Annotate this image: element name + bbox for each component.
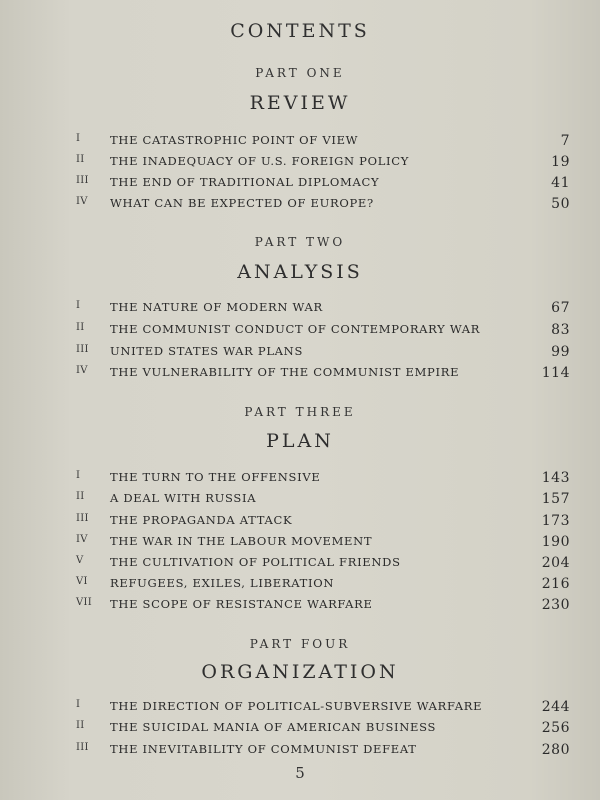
page-number: 157 [541, 491, 570, 507]
page-number: 204 [541, 555, 570, 571]
part-two-label: PART TWO [254, 235, 346, 249]
page-number: 143 [541, 470, 570, 486]
part-four-name: ORGANIZATION [201, 661, 399, 683]
chapter-number: I [76, 133, 81, 144]
page-number: 256 [541, 720, 570, 736]
page-number: 83 [551, 322, 570, 338]
part-four-label: PART FOUR [249, 637, 351, 651]
page-title: CONTENTS [230, 20, 370, 42]
toc-entry [0, 175, 600, 195]
toc-entry [0, 513, 600, 533]
chapter-title: THE INEVITABILITY OF COMMUNIST DEFEAT [110, 742, 417, 756]
page-number: 190 [541, 534, 570, 550]
part-three-label: PART THREE [244, 405, 356, 419]
page-number: 230 [541, 597, 570, 613]
chapter-title: THE INADEQUACY OF U.S. FOREIGN POLICY [110, 154, 410, 168]
toc-entry [0, 742, 600, 762]
chapter-number: II [76, 720, 85, 731]
chapter-title: THE NATURE OF MODERN WAR [110, 300, 323, 314]
page-number: 114 [541, 365, 570, 381]
folio-page-number: 5 [295, 764, 305, 782]
chapter-number: VII [76, 597, 93, 608]
page-number: 67 [551, 300, 570, 316]
toc-entry [0, 720, 600, 740]
page-number: 99 [551, 344, 570, 360]
chapter-title: UNITED STATES WAR PLANS [110, 344, 304, 358]
page-number: 19 [551, 154, 570, 170]
page-number: 41 [551, 175, 570, 191]
toc-entry [0, 470, 600, 490]
chapter-number: IV [76, 365, 88, 376]
part-one-name: REVIEW [249, 92, 351, 114]
toc-entry [0, 491, 600, 511]
page-number: 244 [541, 699, 570, 715]
chapter-title: THE CULTIVATION OF POLITICAL FRIENDS [110, 555, 401, 569]
chapter-number: III [76, 344, 89, 355]
chapter-title: THE VULNERABILITY OF THE COMMUNIST EMPIRE [110, 365, 460, 379]
chapter-title: A DEAL WITH RUSSIA [110, 491, 257, 505]
chapter-title: THE WAR IN THE LABOUR MOVEMENT [110, 534, 373, 548]
chapter-number: III [76, 742, 89, 753]
toc-entry [0, 344, 600, 364]
toc-entry [0, 300, 600, 320]
chapter-number: IV [76, 534, 88, 545]
toc-entry [0, 133, 600, 153]
toc-entry [0, 534, 600, 554]
chapter-title: WHAT CAN BE EXPECTED OF EUROPE? [110, 196, 374, 210]
chapter-title: THE PROPAGANDA ATTACK [110, 513, 293, 527]
toc-entry [0, 576, 600, 596]
chapter-title: THE CATASTROPHIC POINT OF VIEW [110, 133, 359, 147]
chapter-title: THE SUICIDAL MANIA OF AMERICAN BUSINESS [110, 720, 437, 734]
toc-entry [0, 699, 600, 719]
toc-entry [0, 597, 600, 617]
chapter-number: I [76, 699, 81, 710]
chapter-title: REFUGEES, EXILES, LIBERATION [110, 576, 335, 590]
page-number: 280 [541, 742, 570, 758]
chapter-title: THE DIRECTION OF POLITICAL-SUBVERSIVE WARFARE [110, 699, 483, 713]
chapter-number: II [76, 491, 85, 502]
toc-entry [0, 555, 600, 575]
chapter-number: I [76, 300, 81, 311]
part-two-name: ANALYSIS [237, 261, 363, 283]
toc-entry [0, 196, 600, 216]
toc-entry [0, 365, 600, 385]
chapter-title: THE END OF TRADITIONAL DIPLOMACY [110, 175, 380, 189]
chapter-number: III [76, 175, 89, 186]
page-number: 7 [560, 133, 570, 149]
part-one-label: PART ONE [255, 66, 345, 80]
chapter-number: I [76, 470, 81, 481]
chapter-number: V [76, 555, 84, 566]
page-number: 173 [541, 513, 570, 529]
toc-entry [0, 322, 600, 342]
chapter-title: THE SCOPE OF RESISTANCE WARFARE [110, 597, 373, 611]
part-three-name: PLAN [266, 430, 334, 452]
chapter-number: VI [76, 576, 88, 587]
toc-entry [0, 154, 600, 174]
page-number: 216 [541, 576, 570, 592]
chapter-title: THE TURN TO THE OFFENSIVE [110, 470, 321, 484]
chapter-number: II [76, 154, 85, 165]
chapter-number: IV [76, 196, 88, 207]
page-number: 50 [551, 196, 570, 212]
chapter-number: II [76, 322, 85, 333]
chapter-title: THE COMMUNIST CONDUCT OF CONTEMPORARY WAR [110, 322, 481, 336]
chapter-number: III [76, 513, 89, 524]
